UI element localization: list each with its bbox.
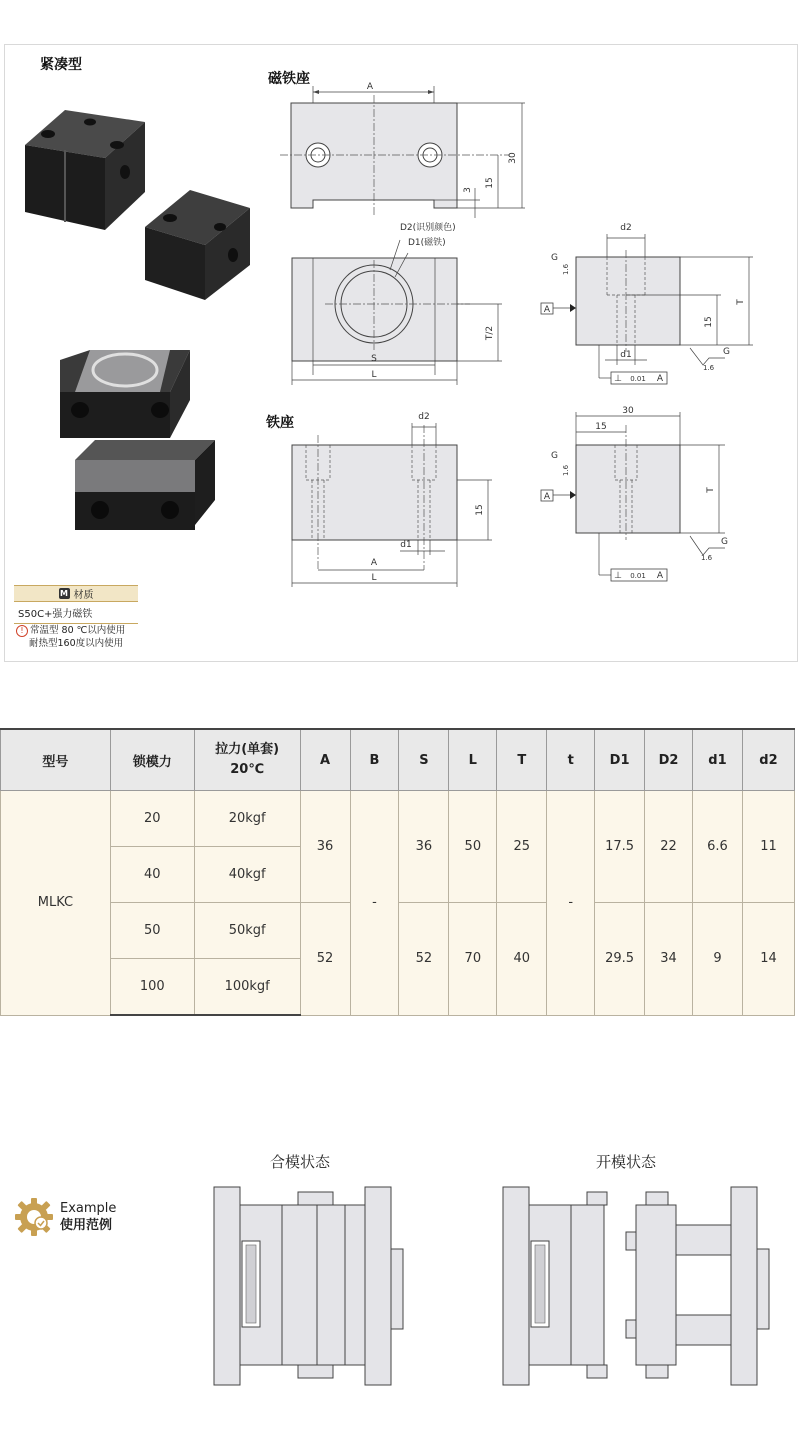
- compact-type-label: 紧凑型: [40, 57, 82, 73]
- cell-T: 40: [497, 903, 547, 1016]
- datum-A-iron: A: [543, 492, 551, 502]
- cell-d1: 6.6: [693, 791, 743, 903]
- cell-d2: 14: [742, 903, 794, 1016]
- header-D2: D2: [645, 729, 693, 791]
- product-photo-magnet-block: [60, 350, 190, 438]
- material-note-1: ! 常温型 80 ℃以内使用: [14, 624, 138, 637]
- product-photo-block-1: [25, 110, 145, 230]
- roughness-value-bottom: 1.6: [703, 364, 715, 372]
- example-label-en: Example: [60, 1201, 117, 1216]
- dim-d2-iron: d2: [418, 412, 430, 422]
- cell-S: 36: [399, 791, 449, 903]
- dim-T-half: T/2: [485, 325, 495, 341]
- cell-D2: 22: [645, 791, 693, 903]
- dim-15-iron: 15: [475, 504, 485, 516]
- magnet-seat-top-view: [270, 80, 530, 220]
- product-photo-block-2: [145, 190, 250, 300]
- tolerance-value-iron: 0.01: [630, 572, 646, 580]
- warning-icon: !: [16, 625, 28, 637]
- magnet-seat-front-view: [270, 215, 530, 385]
- closed-state-title: 合模状态: [270, 1153, 331, 1171]
- roughness-G-iron-bottom: G: [721, 537, 728, 547]
- dim-30-top: 30: [508, 152, 518, 164]
- datum-A-side: A: [543, 305, 551, 315]
- cell-force: 40: [110, 847, 194, 903]
- spec-table: [0, 728, 795, 1016]
- dim-A-iron: A: [370, 558, 378, 568]
- table-header-row: [1, 729, 795, 791]
- cell-A: 52: [300, 903, 350, 1016]
- cell-T: 25: [497, 791, 547, 903]
- iron-seat-label: 铁座: [266, 415, 294, 431]
- dim-d2-side: d2: [620, 223, 632, 233]
- dim-3-top: 3: [463, 187, 473, 193]
- mold-closed-diagram: [210, 1185, 410, 1390]
- example-label: [60, 1200, 116, 1234]
- cell-S: 52: [399, 903, 449, 1016]
- cell-B: -: [350, 791, 399, 1016]
- cell-force: 50: [110, 903, 194, 959]
- perp-symbol-iron: ⊥: [614, 571, 622, 581]
- cell-pull: 40kgf: [194, 847, 300, 903]
- cell-L: 50: [449, 791, 497, 903]
- magnet-seat-side-view: [535, 220, 760, 390]
- dim-15-iron-side: 15: [595, 422, 607, 432]
- tolerance-datum: A: [656, 374, 664, 384]
- header-T: T: [497, 729, 547, 791]
- magnet-seat-label: 磁铁座: [268, 71, 310, 87]
- header-pull-force: 拉力(单套) 20℃: [194, 729, 300, 791]
- cell-pull: 20kgf: [194, 791, 300, 847]
- cell-D2: 34: [645, 903, 693, 1016]
- cell-force: 100: [110, 959, 194, 1016]
- roughness-value-side: 1.6: [562, 263, 570, 275]
- roughness-value-iron: 1.6: [562, 464, 570, 476]
- table-row: [1, 791, 795, 847]
- header-B: B: [350, 729, 399, 791]
- dim-d1-iron: d1: [400, 540, 412, 550]
- dim-D1-note: D1(磁铁): [408, 238, 446, 248]
- iron-seat-side-view: [535, 400, 760, 585]
- cell-pull: 50kgf: [194, 903, 300, 959]
- header-A: A: [300, 729, 350, 791]
- header-d1: d1: [693, 729, 743, 791]
- material-icon: M: [60, 589, 68, 598]
- dim-d1-side: d1: [620, 350, 632, 360]
- dim-S: S: [371, 354, 377, 364]
- material-title: 材质: [73, 590, 94, 601]
- cell-D1: 17.5: [595, 791, 645, 903]
- material-value: S50C+强力磁铁: [14, 602, 138, 624]
- header-S: S: [399, 729, 449, 791]
- dim-15-top: 15: [485, 177, 495, 189]
- material-header: [14, 585, 138, 602]
- header-d2: d2: [742, 729, 794, 791]
- tolerance-value: 0.01: [630, 375, 646, 383]
- roughness-G-iron: G: [551, 451, 558, 461]
- example-label-cn: 使用范例: [60, 1218, 113, 1233]
- dim-A-top: A: [366, 82, 374, 92]
- roughness-G-bottom: G: [723, 347, 730, 357]
- cell-force: 20: [110, 791, 194, 847]
- open-state-title: 开模状态: [596, 1153, 657, 1171]
- roughness-value-iron-bottom: 1.6: [701, 554, 713, 562]
- header-L: L: [449, 729, 497, 791]
- mold-open-diagram: [500, 1185, 780, 1390]
- gear-check-icon: [14, 1197, 54, 1237]
- dim-30-iron: 30: [622, 406, 634, 416]
- dim-L: L: [371, 370, 377, 380]
- roughness-G-side: G: [551, 253, 558, 263]
- cell-t: -: [547, 791, 595, 1016]
- dim-D2-note: D2(识别颜色): [400, 223, 456, 233]
- cell-D1: 29.5: [595, 903, 645, 1016]
- material-box: [14, 585, 138, 650]
- cell-d2: 11: [742, 791, 794, 903]
- header-clamp-force: 锁模力: [110, 729, 194, 791]
- perp-symbol: ⊥: [614, 374, 622, 384]
- cell-model: MLKC: [1, 791, 111, 1016]
- product-photos: [20, 100, 260, 540]
- material-note-2: 耐热型160度以内使用: [29, 638, 124, 649]
- cell-L: 70: [449, 903, 497, 1016]
- product-photo-iron-block: [75, 440, 215, 530]
- dim-T-side: T: [736, 299, 746, 305]
- dim-15-side: 15: [704, 316, 714, 328]
- cell-A: 36: [300, 791, 350, 903]
- iron-seat-front-view: [270, 405, 530, 590]
- header-model: 型号: [1, 729, 111, 791]
- cell-pull: 100kgf: [194, 959, 300, 1016]
- dim-L-iron: L: [371, 573, 377, 583]
- header-D1: D1: [595, 729, 645, 791]
- tolerance-datum-iron: A: [656, 571, 664, 581]
- dim-T-iron: T: [706, 487, 716, 493]
- cell-d1: 9: [693, 903, 743, 1016]
- header-t: t: [547, 729, 595, 791]
